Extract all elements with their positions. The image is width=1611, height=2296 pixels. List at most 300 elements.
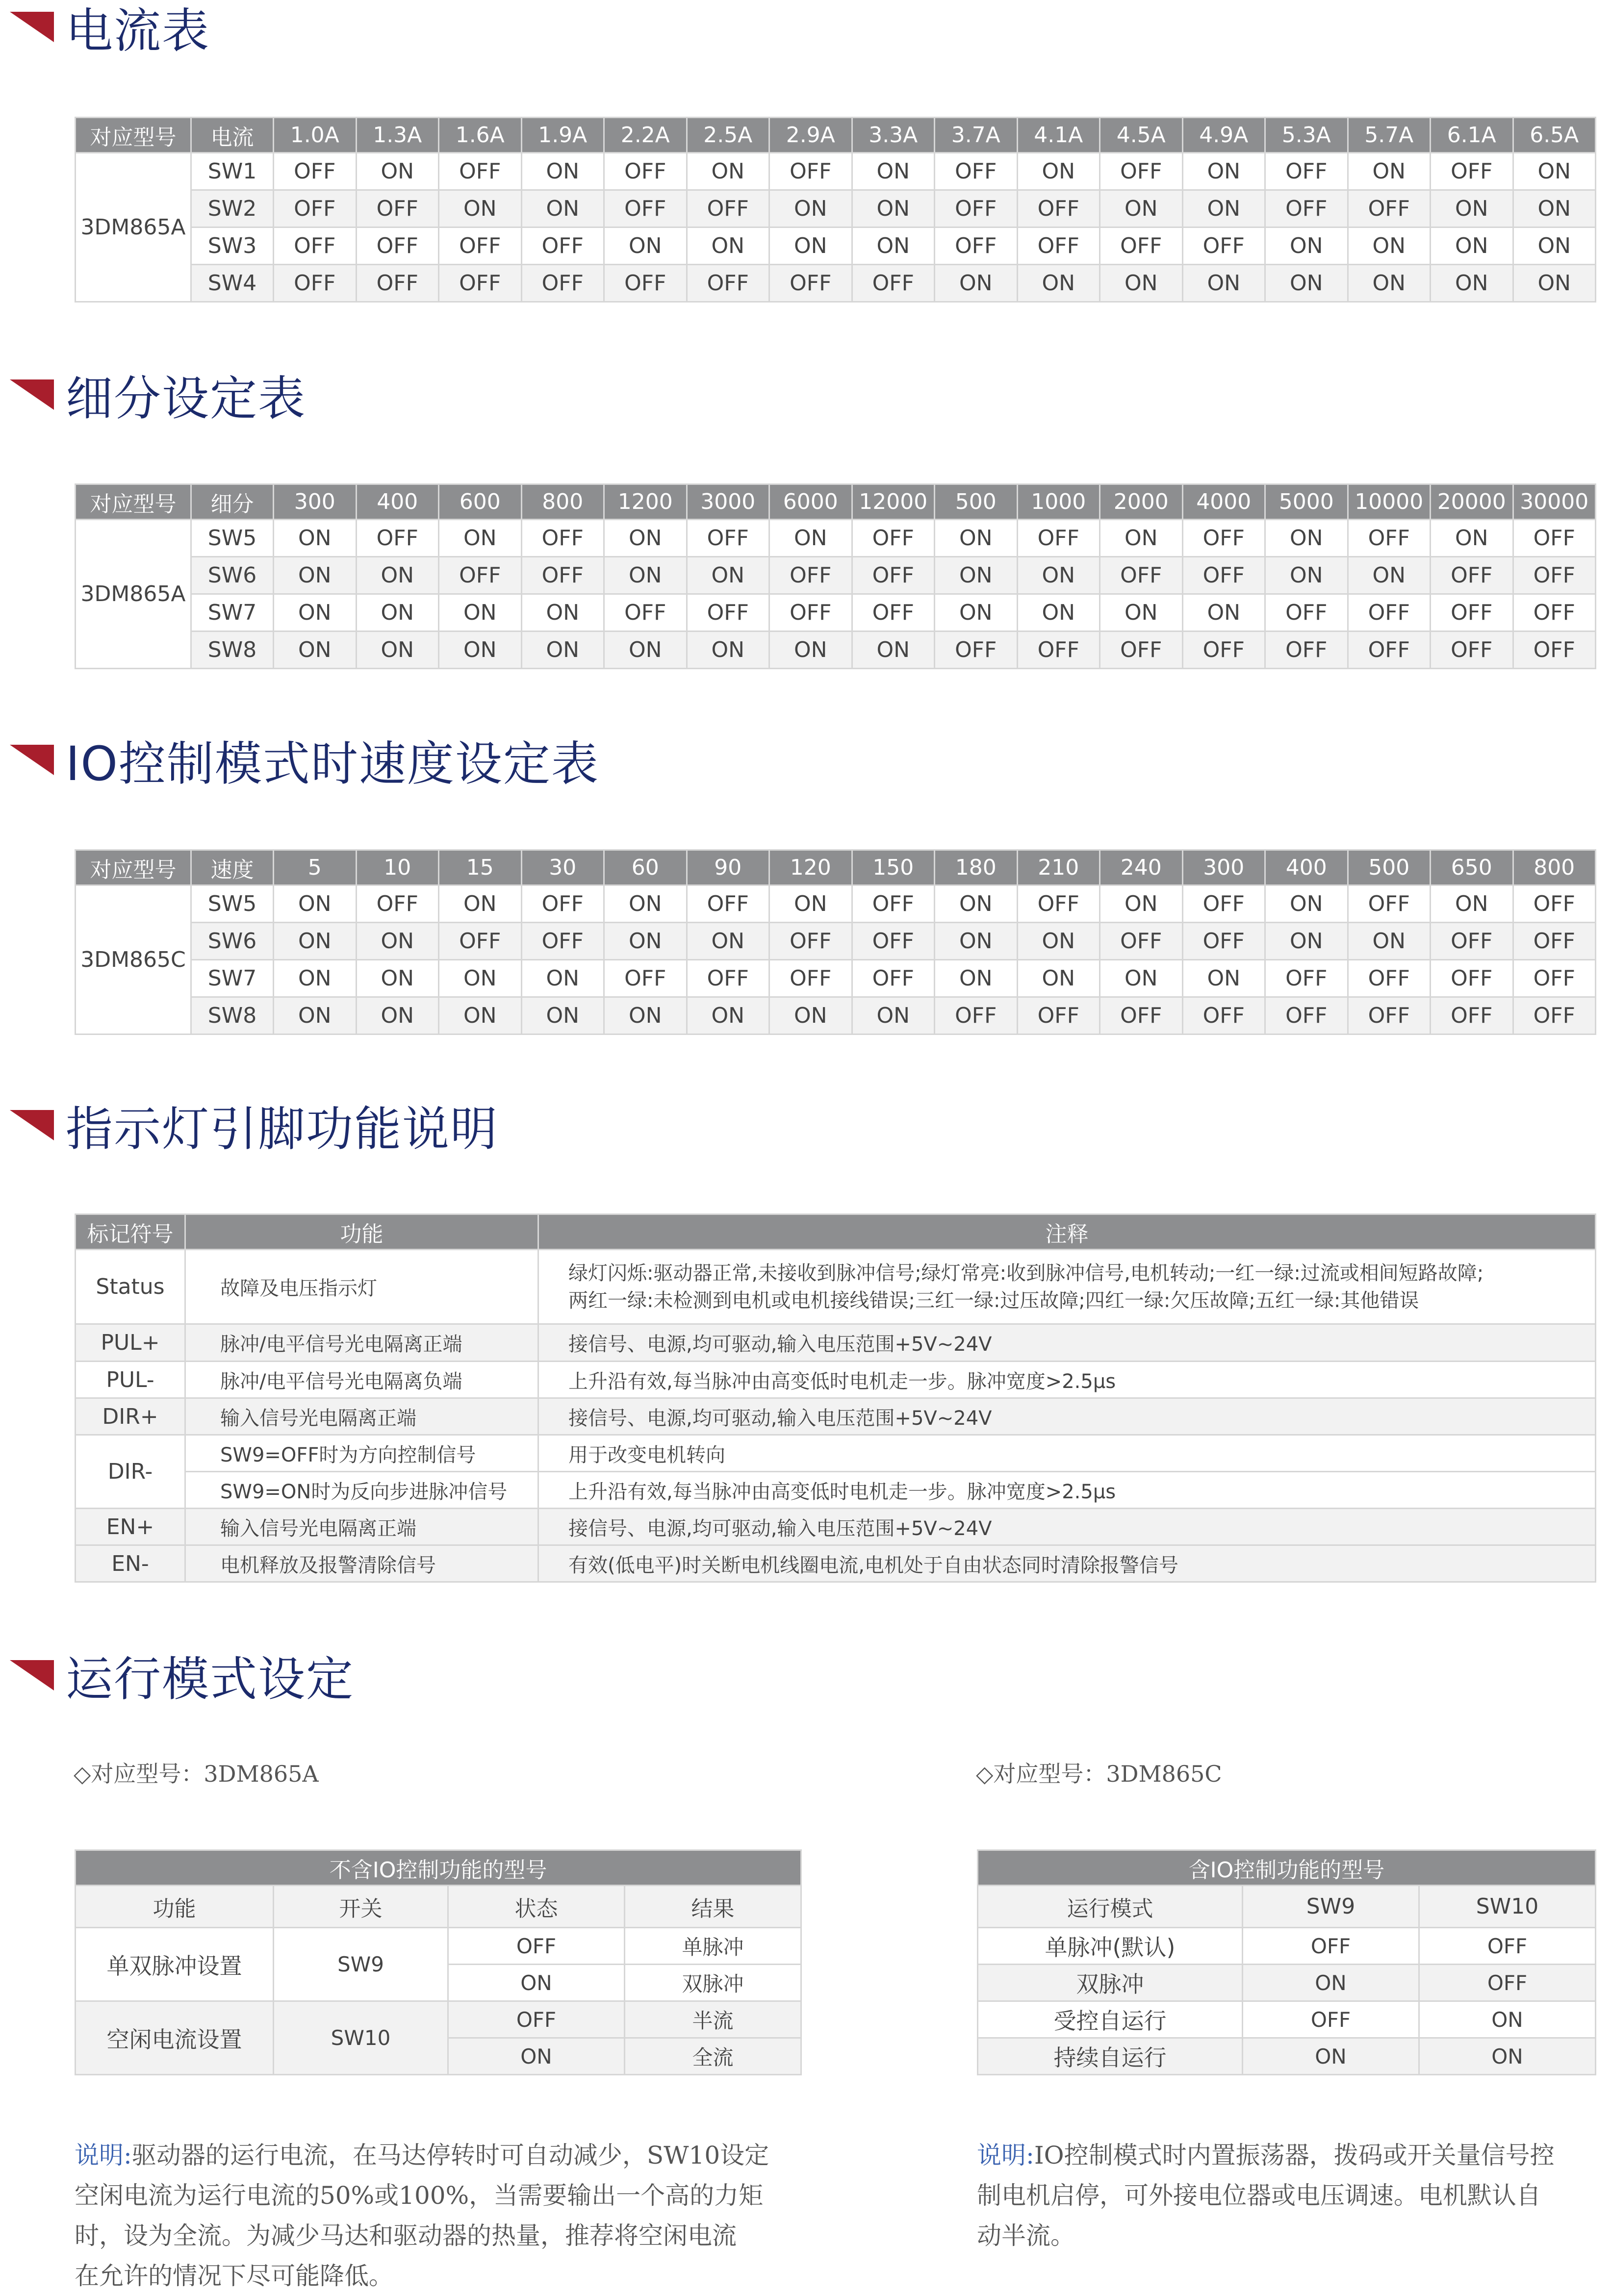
switch-label: SW1 [191,153,274,190]
led-note: 接信号、电源,均可驱动,输入电压范围+5V~24V [538,1324,1596,1362]
switch-state: ON [1017,557,1100,594]
led-header-function: 功能 [185,1214,538,1250]
switch-state: OFF [521,520,604,557]
switch-state: OFF [1348,885,1431,923]
value-header: 2.2A [604,118,687,153]
switch-state: ON [604,520,687,557]
mode-name: 双脉冲 [978,1965,1243,2001]
switch-state: OFF [1431,631,1513,669]
section-marker-icon [10,745,54,775]
mode-header-state: 状态 [448,1886,625,1928]
switch-state: ON [1513,265,1596,302]
switch-state: ON [521,960,604,997]
switch-row [76,997,1596,1034]
switch-state: OFF [769,265,852,302]
mode-state: ON [448,1965,625,2001]
value-header: 300 [1182,850,1265,885]
switch-state: ON [274,923,357,960]
desc-line: 空闲电流为运行电流的50%或100%，当需要输出一个高的力矩 [75,2181,764,2210]
switch-label: SW6 [191,923,274,960]
mode-switch: SW9 [274,1928,448,2001]
speed-table [75,849,1596,1035]
switch-label: SW6 [191,557,274,594]
switch-state: ON [356,923,439,960]
switch-state: ON [1431,227,1513,265]
value-header: 6.1A [1431,118,1513,153]
mode-result: 双脉冲 [625,1965,801,2001]
led-function: 输入信号光电隔离正端 [185,1509,538,1545]
model-header: 对应型号 [76,850,191,885]
switch-state: ON [1513,190,1596,227]
switch-state: OFF [1348,520,1431,557]
mode-function: 空闲电流设置 [76,2001,274,2075]
switch-state: ON [274,520,357,557]
switch-state: ON [935,594,1018,631]
mode-table-no-io [75,1849,802,2075]
switch-state: OFF [687,960,769,997]
switch-label: SW5 [191,520,274,557]
switch-state: ON [687,557,769,594]
switch-state: ON [935,885,1018,923]
switch-state: OFF [604,153,687,190]
section-marker-icon [10,12,54,42]
switch-state: ON [687,631,769,669]
switch-state: ON [604,885,687,923]
value-header: 1.9A [521,118,604,153]
switch-state: OFF [1431,960,1513,997]
mode-row [978,1965,1596,2001]
switch-state: OFF [1100,557,1183,594]
switch-state: OFF [1431,997,1513,1034]
value-header: 10000 [1348,484,1431,520]
switch-state: OFF [1513,923,1596,960]
switch-state: OFF [687,265,769,302]
led-note: 用于改变电机转向 [538,1435,1596,1472]
mode-sw10: ON [1419,2001,1596,2038]
value-header: 4.5A [1100,118,1183,153]
param-header: 电流 [191,118,274,153]
section-marker-icon [10,379,54,410]
switch-state: OFF [852,923,935,960]
mode-description-right [977,2135,1605,2256]
switch-label: SW7 [191,594,274,631]
switch-state: ON [769,631,852,669]
value-header: 2000 [1100,484,1183,520]
led-symbol: PUL+ [76,1324,185,1362]
switch-state: ON [1017,594,1100,631]
value-header: 600 [439,484,522,520]
switch-state: OFF [852,265,935,302]
switch-state: OFF [852,520,935,557]
switch-state: OFF [687,885,769,923]
section-marker-icon [10,1110,54,1140]
led-symbol: Status [76,1250,185,1324]
switch-state: OFF [852,557,935,594]
switch-state: OFF [1348,594,1431,631]
switch-state: OFF [1017,997,1100,1034]
mode-sw9: OFF [1243,1928,1419,1965]
switch-state: OFF [521,227,604,265]
value-header: 5 [274,850,357,885]
led-note: 接信号、电源,均可驱动,输入电压范围+5V~24V [538,1398,1596,1435]
value-header: 400 [1265,850,1348,885]
desc-line: 时，设为全流。为减少马达和驱动器的热量，推荐将空闲电流 [75,2221,737,2250]
switch-state: ON [935,923,1018,960]
led-row-pul-plus [76,1324,1596,1362]
switch-state: OFF [1017,885,1100,923]
switch-state: ON [439,190,522,227]
mode-table-with-io [977,1849,1596,2075]
switch-state: OFF [1265,960,1348,997]
desc-line: IO控制模式时内置振荡器，拨码或开关量信号控 [1034,2141,1555,2170]
switch-state: ON [1348,923,1431,960]
switch-state: ON [1017,923,1100,960]
switch-state: ON [1265,557,1348,594]
switch-state: OFF [1348,997,1431,1034]
switch-state: ON [356,631,439,669]
switch-state: OFF [1513,594,1596,631]
switch-state: OFF [1182,997,1265,1034]
switch-state: ON [521,594,604,631]
switch-state: OFF [1182,227,1265,265]
section-title-mode: 运行模式设定 [0,1648,354,1702]
mode-state: OFF [448,2001,625,2038]
led-function: 脉冲/电平信号光电隔离负端 [185,1362,538,1398]
switch-state: OFF [1265,631,1348,669]
switch-state: OFF [1348,960,1431,997]
switch-state: OFF [274,153,357,190]
led-note: 接信号、电源,均可驱动,输入电压范围+5V~24V [538,1509,1596,1545]
mode-header-result: 结果 [625,1886,801,1928]
switch-state: OFF [1431,153,1513,190]
mode-header-sw9: SW9 [1243,1886,1419,1928]
value-header: 90 [687,850,769,885]
switch-state: ON [604,557,687,594]
switch-state: ON [521,190,604,227]
desc-label: 说明: [977,2141,1034,2170]
model-note-3dm865c: ◇对应型号：3DM865C [976,1761,1222,1787]
value-header: 60 [604,850,687,885]
switch-state: OFF [604,960,687,997]
switch-state: ON [1513,153,1596,190]
desc-line: 驱动器的运行电流，在马达停转时可自动减少，SW10设定 [131,2141,769,2170]
switch-state: ON [687,227,769,265]
switch-state: ON [356,960,439,997]
switch-state: OFF [521,557,604,594]
value-header: 10 [356,850,439,885]
switch-state: ON [604,923,687,960]
switch-state: OFF [1348,631,1431,669]
switch-state: ON [1265,923,1348,960]
switch-state: ON [439,997,522,1034]
switch-state: OFF [1513,885,1596,923]
value-header: 6000 [769,484,852,520]
switch-state: OFF [1431,923,1513,960]
switch-row [76,265,1596,302]
value-header: 1.6A [439,118,522,153]
switch-state: OFF [1017,631,1100,669]
desc-label: 说明: [75,2141,132,2170]
switch-state: OFF [1182,520,1265,557]
switch-state: ON [1017,153,1100,190]
switch-state: ON [1182,153,1265,190]
switch-state: ON [1100,265,1183,302]
switch-state: ON [1513,227,1596,265]
switch-state: ON [1265,520,1348,557]
switch-state: ON [274,557,357,594]
value-header: 2.5A [687,118,769,153]
switch-state: OFF [1182,631,1265,669]
switch-state: ON [769,997,852,1034]
switch-label: SW8 [191,997,274,1034]
mode-name: 受控自运行 [978,2001,1243,2038]
switch-state: ON [1265,265,1348,302]
switch-row [76,594,1596,631]
mode-row-idle-1 [76,2001,801,2038]
mode-switch: SW10 [274,2001,448,2075]
switch-state: OFF [1182,557,1265,594]
switch-state: ON [356,557,439,594]
switch-state: ON [1100,594,1183,631]
mode-sw10: OFF [1419,1928,1596,1965]
switch-state: OFF [769,153,852,190]
value-header: 3.3A [852,118,935,153]
model-header: 对应型号 [76,484,191,520]
switch-state: ON [274,960,357,997]
switch-state: ON [852,153,935,190]
model-cell: 3DM865C [76,885,191,1034]
section-title-current: 电流表 [0,0,210,54]
switch-state: OFF [274,190,357,227]
value-header: 800 [1513,850,1596,885]
desc-line: 动半流。 [977,2221,1075,2250]
switch-state: OFF [604,594,687,631]
switch-state: ON [1265,227,1348,265]
switch-state: ON [769,520,852,557]
led-note: 有效(低电平)时关断电机线圈电流,电机处于自由状态同时清除报警信号 [538,1545,1596,1582]
value-header: 120 [769,850,852,885]
led-symbol: PUL- [76,1362,185,1398]
led-function: SW9=OFF时为方向控制信号 [185,1435,538,1472]
switch-state: ON [356,594,439,631]
mode-row-pulse-1 [76,1928,801,1965]
section-title-led: 指示灯引脚功能说明 [0,1098,498,1152]
led-note-line: 两红一绿:未检测到电机或电机接线错误;三红一绿:过压故障;四红一绿:欠压故障;五红一绿:其他错误 [568,1289,1419,1312]
switch-state: OFF [356,265,439,302]
mode-header-function: 功能 [76,1886,274,1928]
switch-state: OFF [604,190,687,227]
mode-name: 单脉冲(默认) [978,1928,1243,1965]
switch-state: ON [356,997,439,1034]
switch-state: OFF [439,923,522,960]
switch-state: OFF [769,557,852,594]
value-header: 210 [1017,850,1100,885]
value-header: 6.5A [1513,118,1596,153]
switch-state: ON [1431,190,1513,227]
switch-state: OFF [1513,520,1596,557]
switch-state: OFF [439,227,522,265]
mode-row [978,2001,1596,2038]
switch-state: ON [1265,885,1348,923]
switch-state: OFF [356,190,439,227]
switch-state: OFF [1100,227,1183,265]
switch-row [76,885,1596,923]
section-title-io-speed: IO控制模式时速度设定表 [0,733,599,787]
value-header: 5.7A [1348,118,1431,153]
desc-line: 在允许的情况下尽可能降低。 [75,2262,393,2290]
led-row-status [76,1250,1596,1324]
mode-row [978,2038,1596,2075]
led-note [538,1250,1596,1324]
mode-header-run-mode: 运行模式 [978,1886,1243,1928]
switch-state: OFF [1182,923,1265,960]
switch-state: OFF [1100,631,1183,669]
switch-state: ON [521,997,604,1034]
switch-state: ON [1100,520,1183,557]
switch-state: OFF [852,885,935,923]
value-header: 20000 [1431,484,1513,520]
switch-state: ON [769,227,852,265]
switch-state: ON [521,153,604,190]
mode-description-left [75,2135,840,2296]
param-header: 细分 [191,484,274,520]
switch-state: OFF [1182,885,1265,923]
switch-row [76,520,1596,557]
led-row-pul-minus [76,1362,1596,1398]
mode-result: 单脉冲 [625,1928,801,1965]
value-header: 2.9A [769,118,852,153]
switch-state: OFF [1513,960,1596,997]
led-row-dir-minus-2 [76,1472,1596,1509]
switch-state: OFF [769,960,852,997]
switch-state: OFF [1431,594,1513,631]
value-header: 15 [439,850,522,885]
switch-state: ON [439,885,522,923]
switch-state: OFF [1017,227,1100,265]
switch-state: OFF [439,265,522,302]
switch-state: OFF [521,923,604,960]
switch-state: ON [1100,960,1183,997]
switch-state: OFF [769,594,852,631]
value-header: 800 [521,484,604,520]
switch-state: OFF [521,265,604,302]
value-header: 5.3A [1265,118,1348,153]
switch-state: ON [769,190,852,227]
value-header: 180 [935,850,1018,885]
switch-state: ON [604,631,687,669]
switch-state: OFF [1265,153,1348,190]
led-row-en-minus [76,1545,1596,1582]
switch-state: ON [1431,885,1513,923]
mode-name: 持续自运行 [978,2038,1243,2075]
switch-state: OFF [1265,997,1348,1034]
switch-state: OFF [687,594,769,631]
model-header: 对应型号 [76,118,191,153]
switch-state: ON [1348,265,1431,302]
switch-label: SW3 [191,227,274,265]
switch-state: OFF [604,265,687,302]
switch-state: ON [935,557,1018,594]
desc-line: 制电机启停，可外接电位器或电压调速。电机默认自 [977,2181,1541,2210]
led-row-en-plus [76,1509,1596,1545]
switch-state: OFF [769,923,852,960]
switch-row [76,923,1596,960]
led-note: 上升沿有效,每当脉冲由高变低时电机走一步。脉冲宽度>2.5μs [538,1362,1596,1398]
value-header: 5000 [1265,484,1348,520]
switch-state: ON [935,960,1018,997]
switch-state: OFF [1017,190,1100,227]
switch-state: OFF [439,153,522,190]
value-header: 3.7A [935,118,1018,153]
section-marker-icon [10,1660,54,1690]
switch-state: ON [1348,227,1431,265]
switch-state: ON [1182,265,1265,302]
value-header: 30000 [1513,484,1596,520]
switch-state: ON [1182,190,1265,227]
switch-state: ON [935,520,1018,557]
led-function: 电机释放及报警清除信号 [185,1545,538,1582]
mode-header-sw10: SW10 [1419,1886,1596,1928]
value-header: 3000 [687,484,769,520]
switch-state: OFF [1265,594,1348,631]
mode-result: 半流 [625,2001,801,2038]
mode-sw10: ON [1419,2038,1596,2075]
switch-state: ON [1182,960,1265,997]
model-cell: 3DM865A [76,153,191,302]
led-symbol: DIR- [76,1435,185,1509]
switch-state: ON [852,227,935,265]
led-function: 故障及电压指示灯 [185,1250,538,1324]
mode-sw10: OFF [1419,1965,1596,2001]
led-note: 上升沿有效,每当脉冲由高变低时电机走一步。脉冲宽度>2.5μs [538,1472,1596,1509]
switch-state: OFF [356,227,439,265]
switch-state: ON [852,631,935,669]
led-note-line: 绿灯闪烁:驱动器正常,未接收到脉冲信号;绿灯常亮:收到脉冲信号,电机转动;一红一绿:过流或相间短路故障; [568,1262,1484,1285]
mode-sw9: OFF [1243,2001,1419,2038]
switch-state: OFF [1513,557,1596,594]
value-header: 4000 [1182,484,1265,520]
switch-state: ON [604,997,687,1034]
switch-state: ON [852,997,935,1034]
switch-state: ON [356,153,439,190]
switch-state: OFF [1017,520,1100,557]
switch-state: ON [439,520,522,557]
switch-state: OFF [356,885,439,923]
switch-state: OFF [356,520,439,557]
mode-sw9: ON [1243,1965,1419,2001]
led-symbol: DIR+ [76,1398,185,1435]
param-header: 速度 [191,850,274,885]
switch-state: OFF [1431,557,1513,594]
led-function: SW9=ON时为反向步进脉冲信号 [185,1472,538,1509]
switch-state: ON [521,631,604,669]
switch-state: ON [439,594,522,631]
mode-table-caption: 含IO控制功能的型号 [978,1850,1596,1886]
mode-header-switch: 开关 [274,1886,448,1928]
switch-state: OFF [274,265,357,302]
switch-row [76,631,1596,669]
switch-row [76,153,1596,190]
switch-label: SW8 [191,631,274,669]
switch-state: OFF [935,631,1018,669]
microstep-table [75,483,1596,669]
value-header: 400 [356,484,439,520]
switch-state: ON [1348,557,1431,594]
current-table [75,117,1596,303]
switch-state: OFF [439,557,522,594]
switch-label: SW2 [191,190,274,227]
value-header: 300 [274,484,357,520]
